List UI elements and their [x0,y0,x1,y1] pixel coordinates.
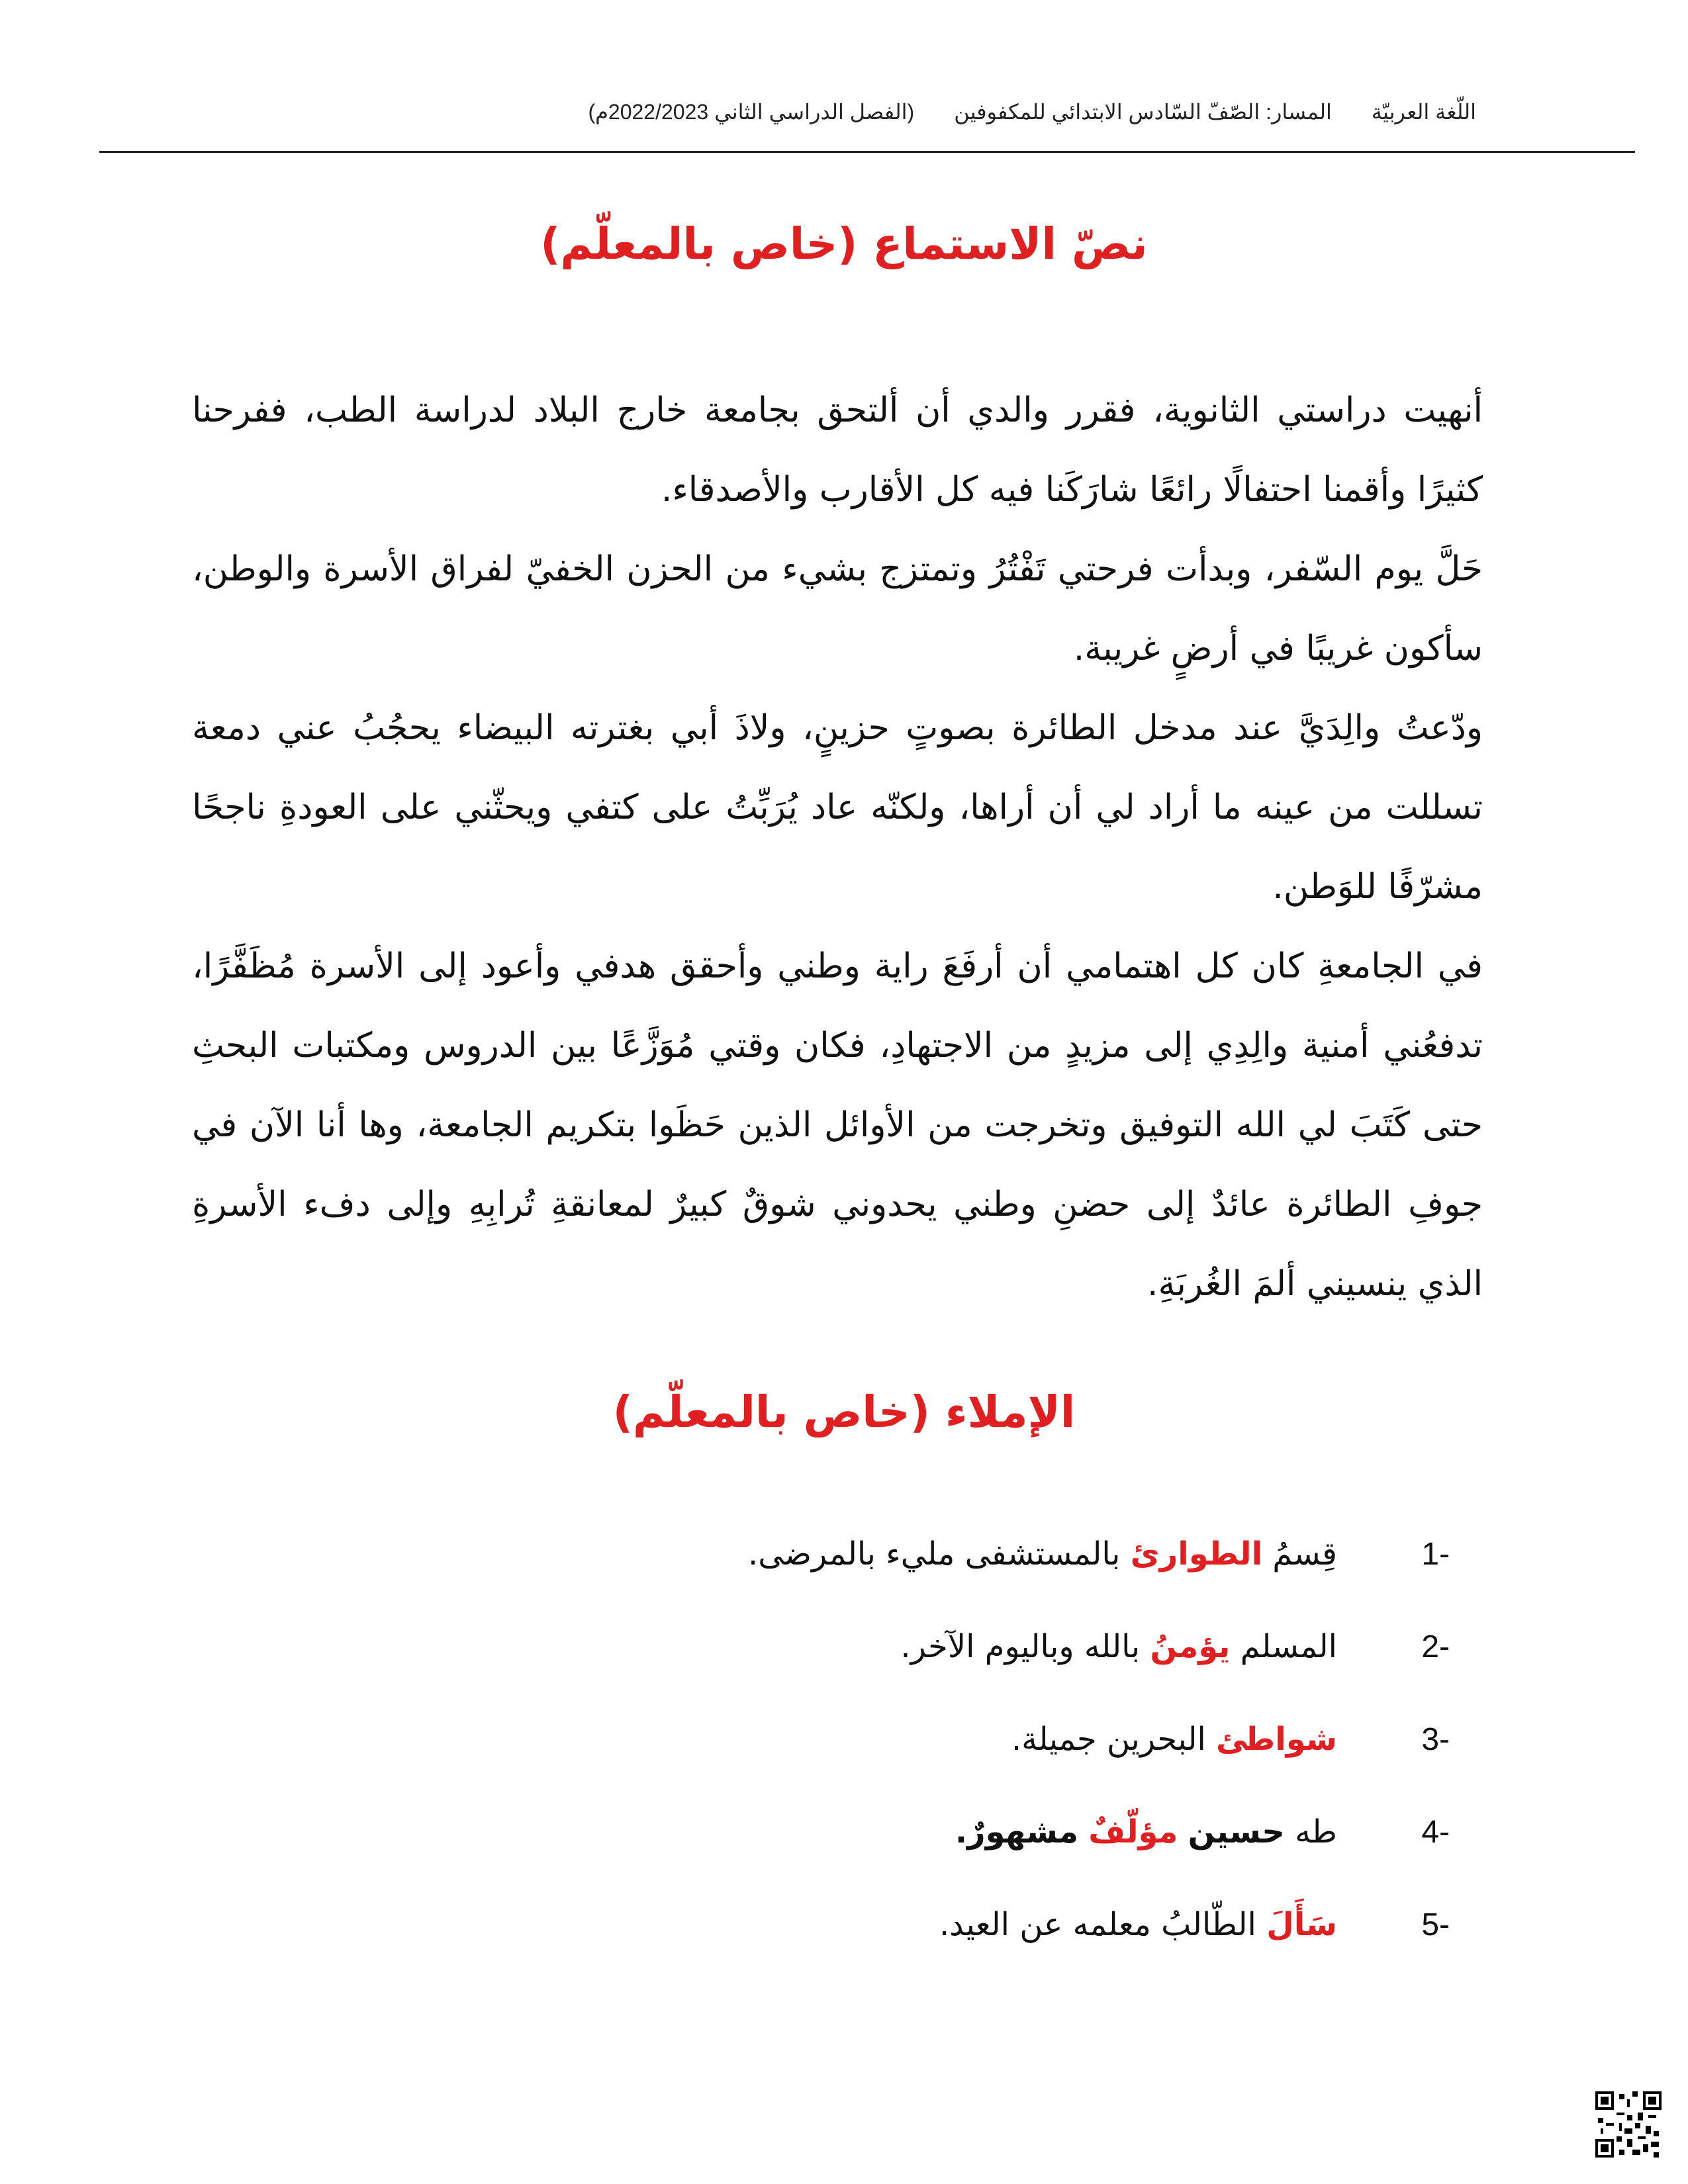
passage-paragraph: ودّعتُ والِدَيَّ عند مدخل الطائرة بصوتٍ حزينٍ، ولاذَ أبي بغترته البيضاء يحجُبُ عني دمعة تسللت من عينه ما أراد لي أن أراها، ولكنّه عاد يُرَبِّتُ على كتفي ويحثّني على العودةِ ناجحًا مشرّفًا للوَطن. [192,708,1483,907]
header-subject: اللّغة العربيّة [1371,100,1476,124]
passage-paragraph: في الجامعةِ كان كل اهتمامي أن أرفَعَ راية وطني وأحقق هدفي وأعود إلى الأسرة مُظَفَّرًا، تدفعُني أمنية والِدِي إلى مزيدٍ من الاجتهادِ، فكان وقتي مُوَزَّعًا بين الدروس ومكتبات البحثِ حتى كَتَبَ لي الله التوفيق وتخرجت من الأوائل الذين حَظَوا بتكريم الجامعة، وها أنا الآن في جوفِ الطائرة عائدٌ إلى حضنِ وطني يحدوني شوقٌ كبيرٌ لمعانقةِ تُرابِهِ وإلى دفء الأسرةِ الذي ينسيني ألمَ الغُربَةِ. [192,946,1483,1304]
item-sentence [391,1628,1337,1665]
dictation-item [391,1721,1450,1813]
bold-word: حسين [1188,1813,1285,1850]
item-sentence [391,1721,1337,1758]
header-track: المسار: الصّفّ السّادس الابتدائي للمكفوفين [954,100,1332,124]
passage-paragraph: أنهيت دراستي الثانوية، فقرر والدي أن ألتحق بجامعة خارج البلاد لدراسة الطب، ففرحنا كثيرًا وأقمنا احتفالًا رائعًا شارَكَنا فيه كل الأقارب والأصدقاء. [192,390,1483,510]
item-number: -3 [1421,1722,1450,1757]
word: طه [1295,1813,1337,1850]
word: بالمستشفى مليء بالمرضى. [748,1535,1121,1572]
dictation-item [391,1906,1450,1999]
listening-passage [192,371,1483,1324]
header-divider [99,151,1635,153]
dictation-title: الإملاء (خاص بالمعلّم) [612,1387,1076,1437]
word: البحرين جميلة. [1011,1721,1206,1758]
page-header [218,99,1476,124]
word: قِسمُ [1272,1535,1337,1572]
item-sentence [391,1906,1337,1943]
highlight-word: مؤلّفٌ [1088,1813,1178,1850]
dictation-item [391,1628,1450,1721]
highlight-word: يؤمنُ [1150,1628,1231,1665]
listening-title: نصّ الاستماع (خاص بالمعلّم) [540,218,1148,269]
passage-paragraph: حَلَّ يوم السّفر، وبدأت فرحتي تَفْتُرُ وتمتزج بشيء من الحزن الخفيّ لفراق الأسرة والوطن، سأكون غريبًا في أرضٍ غريبة. [192,549,1483,668]
item-number: -5 [1421,1907,1450,1942]
item-sentence [391,1813,1337,1850]
dictation-item [391,1535,1450,1628]
item-number: -1 [1421,1537,1450,1572]
highlight-word: سَأَلَ [1266,1906,1337,1943]
dictation-list [391,1535,1450,1999]
word: بالله وباليوم الآخر. [900,1628,1141,1665]
highlight-word: شواطئ [1216,1721,1337,1758]
item-number: -4 [1421,1815,1450,1850]
item-sentence [391,1535,1337,1572]
item-number: -2 [1421,1629,1450,1664]
bold-word: مشهورٌ. [955,1813,1079,1850]
qr-code-icon [1595,2091,1662,2158]
header-term: (الفصل الدراسي الثاني 2022/2023م) [588,100,915,124]
highlight-word: الطوارئ [1130,1535,1263,1572]
dictation-item [391,1813,1450,1906]
word: الطّالبُ معلمه عن العيد. [939,1906,1256,1943]
word: المسلم [1240,1628,1337,1665]
